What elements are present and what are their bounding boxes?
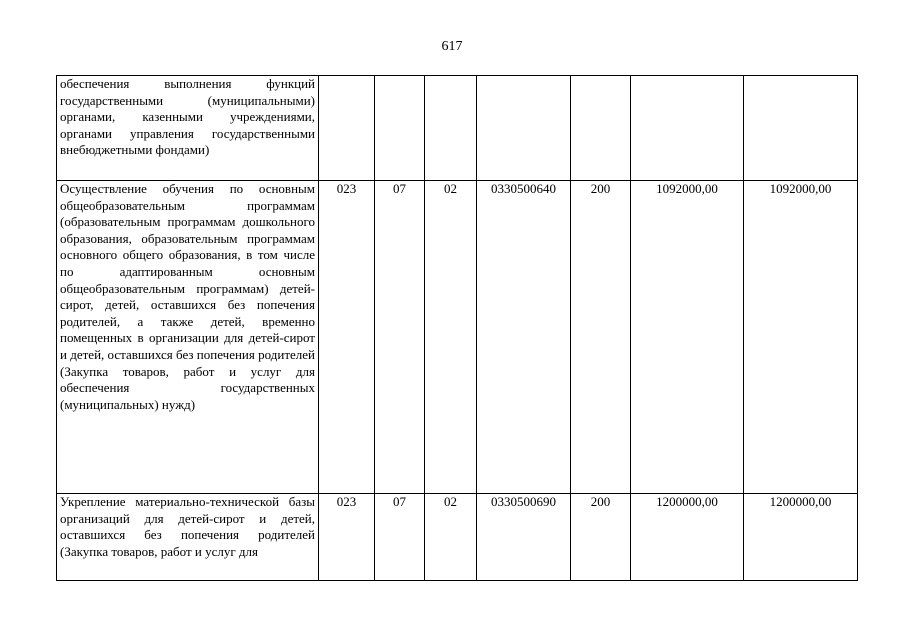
subsection-code-cell (425, 76, 477, 181)
page-number: 617 (441, 39, 463, 54)
amount-cell-1 (631, 76, 744, 181)
amount-cell-2 (744, 76, 858, 181)
section-code-cell (375, 76, 425, 181)
target-article-cell (477, 76, 571, 181)
target-article-cell: 0330500690 (477, 494, 571, 581)
ministry-code-cell: 023 (319, 181, 375, 494)
subsection-code-cell: 02 (425, 181, 477, 494)
row-description: Укрепление материально-технической базы организаций для детей-сирот и детей, оставшихся без попечения родителей (Закупка товаров, работ и услуг для (57, 494, 319, 581)
expense-type-cell: 200 (571, 181, 631, 494)
section-code-cell: 07 (375, 494, 425, 581)
amount-cell-2: 1092000,00 (744, 181, 858, 494)
table-row (57, 181, 858, 494)
table-row (57, 76, 858, 181)
budget-table (56, 75, 858, 581)
expense-type-cell (571, 76, 631, 181)
row-description: обеспечения выполнения функций государственными (муниципальными) органами, казенными учреждениями, органами управления государственными внебюджетными фондами) (57, 76, 319, 181)
target-article-cell: 0330500640 (477, 181, 571, 494)
amount-cell-1: 1092000,00 (631, 181, 744, 494)
ministry-code-cell (319, 76, 375, 181)
amount-cell-1: 1200000,00 (631, 494, 744, 581)
table-row (57, 494, 858, 581)
section-code-cell: 07 (375, 181, 425, 494)
amount-cell-2: 1200000,00 (744, 494, 858, 581)
row-description: Осуществление обучения по основным общеобразовательным программам (образовательным программам дошкольного образования, образовательным программам основного общего образования, в том числе по адаптированным основным общеобразовательным программам) детей-сирот, детей, оставшихся без попечения родителей, а также детей, временно помещенных в организации для детей-сирот и детей, оставшихся без попечения родителей (Закупка товаров, работ и услуг для обеспечения государственных (муниципальных) нужд) (57, 181, 319, 494)
ministry-code-cell: 023 (319, 494, 375, 581)
expense-type-cell: 200 (571, 494, 631, 581)
subsection-code-cell: 02 (425, 494, 477, 581)
